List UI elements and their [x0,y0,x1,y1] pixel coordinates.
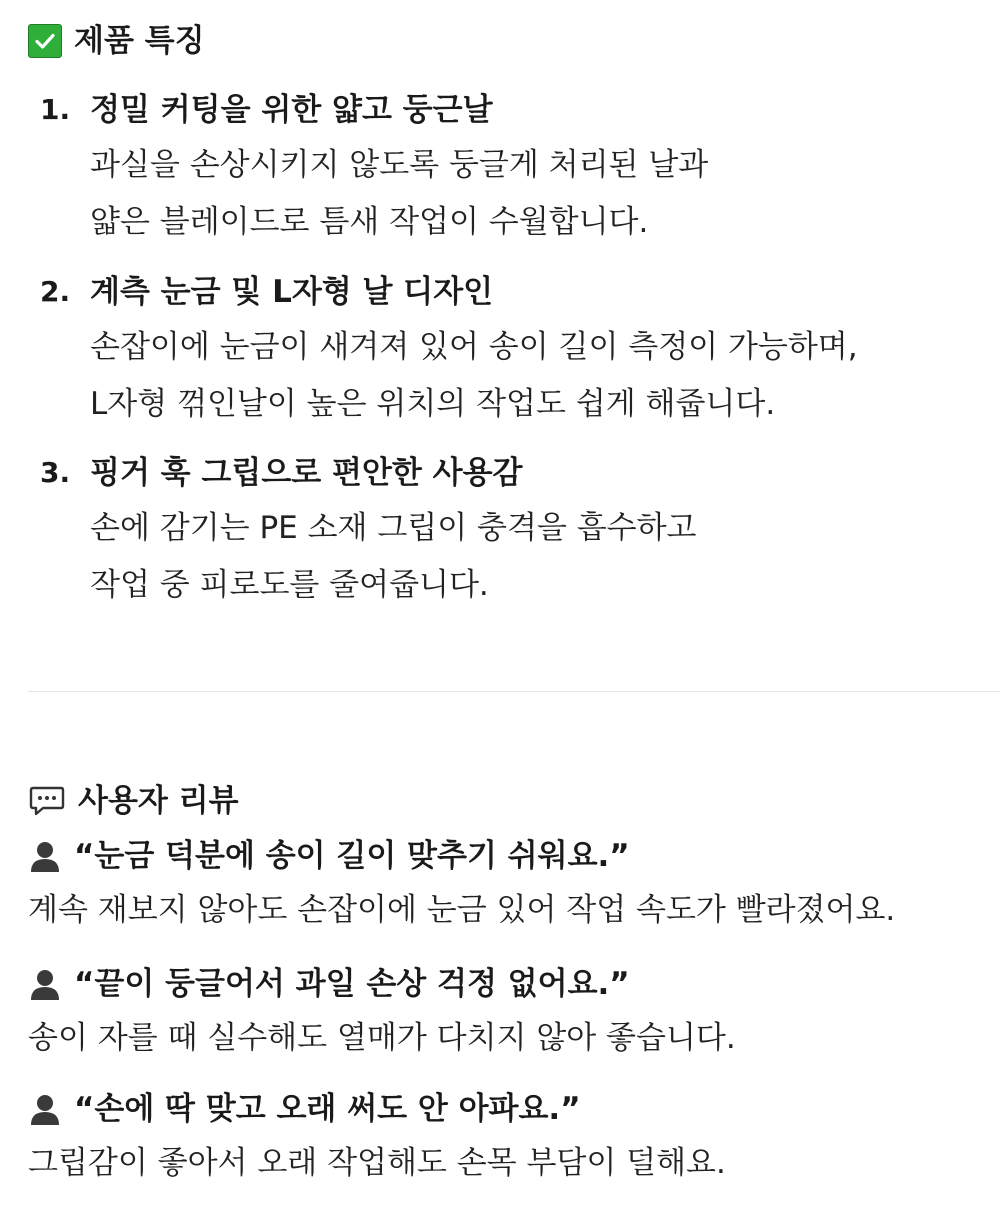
review-quote-text: “손에 딱 맞고 오래 써도 안 아파요.” [74,1091,581,1127]
review-quote [28,1089,581,1129]
person-icon [28,1091,62,1127]
person-icon [28,966,62,1002]
feature-description-line: 과실을 손상시키지 않도록 둥글게 처리된 날과 [90,147,709,183]
feature-description-line: L자형 꺾인날이 높은 위치의 작업도 쉽게 해줍니다. [90,386,776,422]
feature-description-line: 손잡이에 눈금이 새겨져 있어 송이 길이 측정이 가능하며, [90,329,858,365]
features-heading [28,21,205,61]
feature-title: 정밀 커팅을 위한 얇고 둥근날 [90,92,493,128]
feature-description-line: 손에 감기는 PE 소재 그립이 충격을 흡수하고 [90,510,697,546]
review-body: 송이 자를 때 실수해도 열매가 다치지 않아 좋습니다. [28,1020,736,1056]
features-heading-text: 제품 특징 [74,23,205,59]
reviews-heading-text: 사용자 리뷰 [78,783,239,819]
feature-description-line: 얇은 블레이드로 틈새 작업이 수월합니다. [90,204,649,240]
section-divider [28,691,1000,692]
feature-number: 3. [40,456,71,489]
review-quote [28,836,630,876]
review-quote [28,964,630,1004]
feature-title: 계측 눈금 및 L자형 날 디자인 [90,274,494,310]
feature-number: 2. [40,275,71,308]
person-icon [28,838,62,874]
feature-number: 1. [40,93,71,126]
review-body: 그립감이 좋아서 오래 작업해도 손목 부담이 덜해요. [28,1145,726,1181]
check-mark-button-icon [28,24,62,58]
review-body: 계속 재보지 않아도 손잡이에 눈금 있어 작업 속도가 빨라졌어요. [28,892,896,928]
reviews-heading [28,781,239,821]
speech-balloon-icon [28,783,66,819]
feature-description-line: 작업 중 피로도를 줄여줍니다. [90,567,489,603]
review-quote-text: “끝이 둥글어서 과일 손상 걱정 없어요.” [74,966,630,1002]
feature-title: 핑거 훅 그립으로 편안한 사용감 [90,455,523,491]
review-quote-text: “눈금 덕분에 송이 길이 맞추기 쉬워요.” [74,838,630,874]
